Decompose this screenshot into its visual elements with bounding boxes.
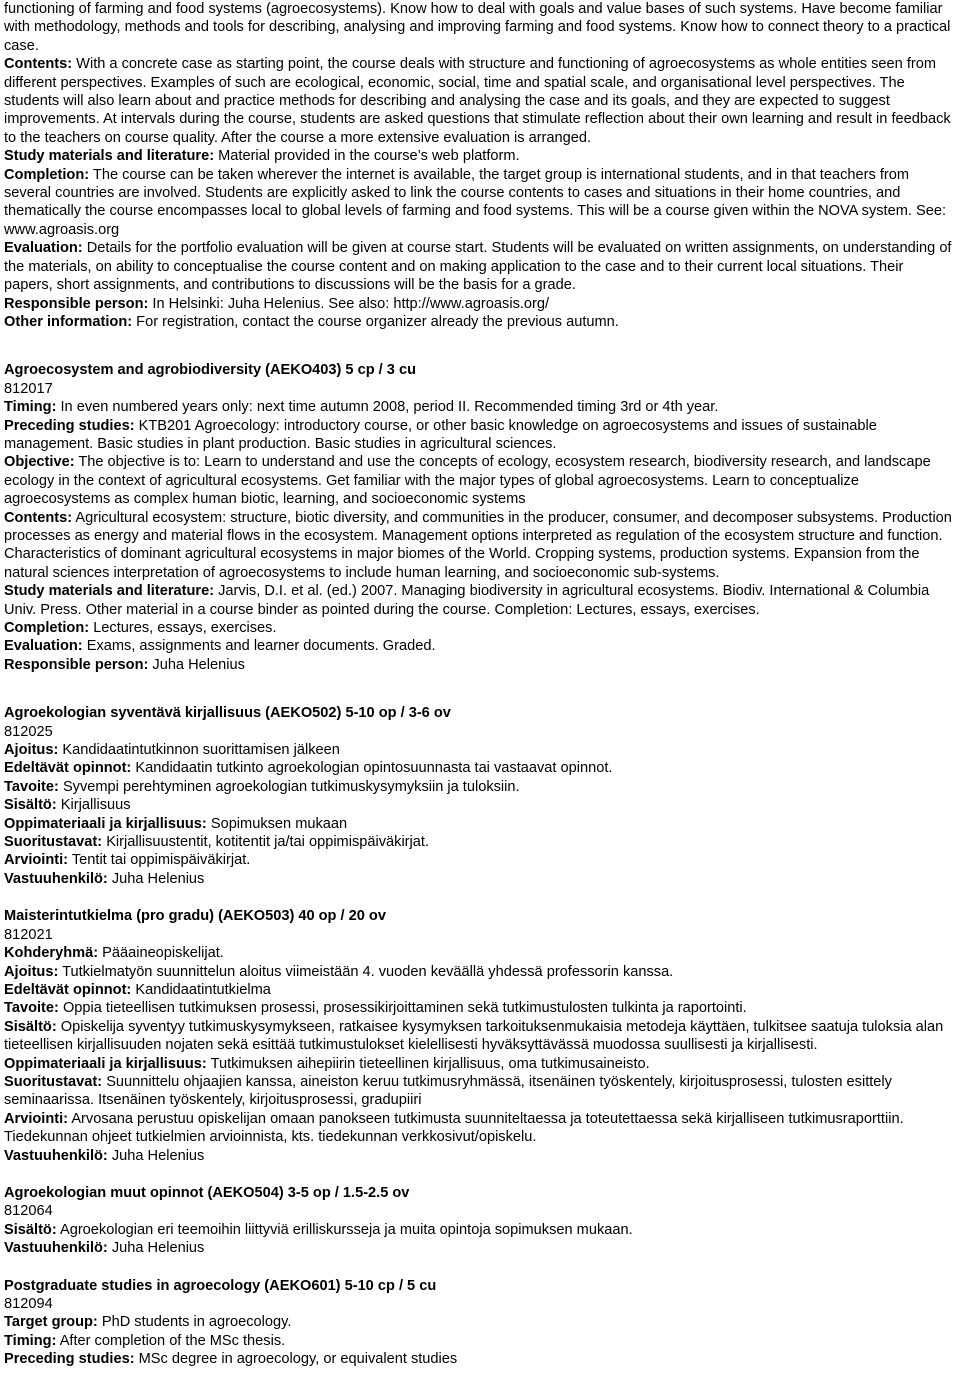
field-label: Tavoite:: [4, 1000, 59, 1017]
field-text: With a concrete case as starting point, the course deals with structure and functioning of agroecosystems as whole entities seen from different perspectives. Examples of such are ecological, economic, social, time and spatial scale, and organisational level perspectives. The students will also learn about and practice methods for describing and analysing the case and its goals, and they are expected to suggest improvements. At intervals during the course, students are asked questions that stimulate reflection about their own learning and result in feedback to the teachers on course quality. After the course a more extensive evaluation is arranged.: [4, 56, 951, 146]
course-title: Postgraduate studies in agroecology (AEKO601) 5-10 cp / 5 cu: [4, 1277, 437, 1294]
field-text: Lectures, essays, exercises.: [93, 620, 277, 636]
field-text: In Helsinki: Juha Helenius. See also: http://www.agroasis.org/: [152, 295, 550, 312]
field-label: Oppimateriaali ja kirjallisuus:: [4, 815, 207, 832]
course-section-aeko503: [4, 907, 956, 1165]
intro-section: [4, 0, 956, 331]
course-code: 812017: [4, 380, 53, 397]
course-field: [4, 582, 956, 619]
course-field: [4, 981, 956, 999]
field-label: Kohderyhmä:: [4, 945, 99, 962]
course-field: [4, 944, 956, 962]
course-field: [4, 796, 956, 814]
field-label: Contents:: [4, 509, 73, 526]
course-field: [4, 1313, 956, 1331]
field-text: Jarvis, D.I. et al. (ed.) 2007. Managing biodiversity in agricultural ecosystems. Biodiv. International & Columbia Univ. Press. Other material in a course binder as pointed during the course. Completion: Lectures, essays, exercises.: [4, 583, 930, 618]
course-field: [4, 1332, 956, 1350]
course-field: [4, 1147, 956, 1165]
field-text: Suunnittelu ohjaajien kanssa, aineiston keruu tutkimusryhmässä, itsenäinen työskentely, kirjoitusprosessi, tulosten esittely seminaarissa. Itsenäinen työskentely, kirjoitusprosessi, gradupiiri: [4, 1073, 892, 1109]
field-label: Sisältö:: [4, 1018, 57, 1035]
field-text: Exams, assignments and learner documents. Graded.: [86, 638, 436, 655]
course-field: [4, 1239, 956, 1257]
field-text: Kandidaatintutkielma: [135, 981, 271, 998]
field-text: PhD students in agroecology.: [101, 1314, 292, 1331]
field-text: After completion of the MSc thesis.: [59, 1332, 286, 1349]
course-code: 812021: [4, 926, 53, 943]
field-text: Tentit tai oppimispäiväkirjat.: [71, 852, 251, 869]
field-label: Oppimateriaali ja kirjallisuus:: [4, 1055, 207, 1072]
course-field: [4, 778, 956, 796]
field-label: Other information:: [4, 313, 133, 330]
field-label: Ajoitus:: [4, 742, 59, 759]
field-label: Contents:: [4, 56, 73, 73]
field-label: Suoritustavat:: [4, 834, 103, 851]
course-field: [4, 759, 956, 777]
field-text: Juha Helenius: [111, 870, 205, 887]
field-text: The course can be taken wherever the internet is available, the target group is international students, and in that teachers from several countries are involved. Students are explicitly asked to link the course contents to cases and situations in their home countries, and thematically the course encompasses local to global levels of farming and food systems. This will be a course given within the NOVA system. See: www.agroasis.org: [4, 166, 947, 238]
field-text: Kirjallisuus: [60, 797, 131, 814]
field-label: Evaluation:: [4, 638, 83, 655]
field-text: Kandidaatintutkinnon suorittamisen jälkeen: [62, 742, 340, 759]
field-label: Study materials and literature:: [4, 583, 215, 600]
course-field: [4, 453, 956, 508]
course-field: [4, 1350, 956, 1368]
course-code: 812064: [4, 1203, 53, 1220]
course-field: [4, 417, 956, 454]
field-text: Kandidaatin tutkinto agroekologian opintosuunnasta tai vastaavat opinnot.: [135, 760, 613, 777]
field-text: KTB201 Agroecology: introductory course, or other basic knowledge on agroecosystems and issues of sustainable management. Basic studies in plant production. Basic studies in agricultural sciences.: [4, 417, 877, 452]
field-text: Juha Helenius: [111, 1147, 205, 1164]
course-section-aeko601: [4, 1277, 956, 1369]
course-field: [4, 398, 956, 416]
course-section-aeko403: [4, 361, 956, 674]
field-text: In even numbered years only: next time autumn 2008, period II. Recommended timing 3rd or 4th year.: [60, 399, 719, 416]
course-field: [4, 1221, 956, 1239]
course-field: [4, 963, 956, 981]
field-label: Suoritustavat:: [4, 1073, 103, 1090]
field-text: Tutkimuksen aihepiirin tieteellinen kirjallisuus, oma tutkimusaineisto.: [210, 1055, 650, 1072]
course-field: [4, 509, 956, 583]
field-label: Sisältö:: [4, 1221, 57, 1238]
field-label: Arviointi:: [4, 852, 69, 869]
field-label: Vastuuhenkilö:: [4, 1240, 108, 1257]
field-text: Sopimuksen mukaan: [210, 815, 348, 832]
field-text: For registration, contact the course organizer already the previous autumn.: [136, 313, 619, 330]
field-label: Completion:: [4, 620, 90, 636]
field-study-materials: [4, 147, 956, 165]
course-field: [4, 656, 956, 674]
field-label: Completion:: [4, 166, 90, 183]
field-completion: [4, 166, 956, 240]
field-label: Timing:: [4, 1332, 57, 1349]
field-text: Juha Helenius: [111, 1240, 205, 1257]
field-responsible-person: [4, 295, 956, 313]
field-text: Oppia tieteellisen tutkimuksen prosessi, prosessikirjoittaminen sekä tutkimustulosten tulkinta ja raportointi.: [62, 1000, 747, 1017]
course-section-aeko504: [4, 1184, 956, 1258]
course-field: [4, 999, 956, 1017]
field-text: Pääaineopiskelijat.: [102, 945, 224, 962]
course-code: 812025: [4, 723, 53, 740]
course-field: [4, 1110, 956, 1147]
course-field: [4, 1073, 956, 1110]
course-title: Agroecosystem and agrobiodiversity (AEKO403) 5 cp / 3 cu: [4, 362, 416, 379]
course-field: [4, 637, 956, 655]
course-field: [4, 741, 956, 759]
field-label: Objective:: [4, 454, 75, 471]
field-text: Material provided in the course’s web platform.: [218, 148, 520, 165]
field-label: Arviointi:: [4, 1110, 69, 1127]
field-label: Edeltävät opinnot:: [4, 760, 132, 777]
field-label: Vastuuhenkilö:: [4, 1147, 108, 1164]
field-label: Timing:: [4, 399, 57, 416]
field-text: Syvempi perehtyminen agroekologian tutkimuskysymyksiin ja tuloksiin.: [62, 778, 520, 795]
field-label: Target group:: [4, 1314, 98, 1331]
field-text: Juha Helenius: [152, 656, 245, 673]
intro-lead-text: functioning of farming and food systems (agroecosystems). Know how to deal with goals and value bases of such systems. Have become familiar with methodology, methods and tools for describing, analysing and improving farming and food systems. Know how to connect theory to a practical case.: [4, 1, 951, 54]
field-label: Responsible person:: [4, 295, 149, 312]
course-title: Maisterintutkielma (pro gradu) (AEKO503) 40 op / 20 ov: [4, 908, 386, 925]
course-field: [4, 851, 956, 869]
field-label: Tavoite:: [4, 778, 59, 795]
field-label: Preceding studies:: [4, 417, 135, 434]
field-text: Agricultural ecosystem: structure, biotic diversity, and communities in the producer, consumer, and decomposer subsystems. Production processes as energy and material flows in the ecosystem. Management options interpreted as regulation of the ecosystem structure and function. Characteristics of dominant agricultural ecosystems in major biomes of the World. Cropping systems, production systems. Expansion from the natural sciences interpretation of agroecosystems to include human learning, and socioeconomic sub-systems.: [4, 509, 952, 581]
field-label: Vastuuhenkilö:: [4, 870, 108, 887]
field-text: Details for the portfolio evaluation will be given at course start. Students will be evaluated on written assignments, on understanding of the materials, on ability to conceptualise the course content and on making application to the case and to their current local situations. Their papers, short assignments, and contributions to discussions will be the basis for a grade.: [4, 240, 952, 294]
field-label: Sisältö:: [4, 797, 57, 814]
field-contents: [4, 55, 956, 147]
field-text: Arvosana perustuu opiskelijan omaan panokseen tutkimusta suunniteltaessa ja toteutettaessa sekä kirjalliseen tutkimusraporttiin. Tiedekunnan ohjeet tutkielmien arvioinnista, kts. tiedekunnan verkkosivut/opiskelu.: [4, 1110, 904, 1146]
field-text: Agroekologian eri teemoihin liittyviä erilliskursseja ja muita opintoja sopimuksen mukaan.: [59, 1221, 633, 1238]
field-text: Kirjallisuustentit, kotitentit ja/tai oppimispäiväkirjat.: [106, 834, 430, 851]
course-field: [4, 870, 956, 888]
field-text: Opiskelija syventyy tutkimuskysymykseen, ratkaisee kysymyksen tarkoituksenmukaisia metodeja käyttäen, tulkitsee saatuja tuloksia alan tieteellisen kirjallisuuden nojaten sekä esittää tutkimustulokset kielellisesti hyväksyttävässä muodossa suullisesti ja kirjallisesti.: [4, 1018, 944, 1054]
course-title: Agroekologian muut opinnot (AEKO504) 3-5 op / 1.5-2.5 ov: [4, 1184, 410, 1201]
field-label: Ajoitus:: [4, 963, 59, 980]
course-section-aeko502: [4, 704, 956, 888]
field-text: MSc degree in agroecology, or equivalent studies: [138, 1351, 458, 1368]
course-field: [4, 833, 956, 851]
course-field: [4, 619, 956, 637]
field-label: Responsible person:: [4, 656, 149, 673]
field-text: The objective is to: Learn to understand and use the concepts of ecology, ecosystem research, biodiversity research, and landscape ecology in the context of agricultural ecosystems. Get familiar with the major types of global agroecosystems. Learn to conceptualize agroecosystems as complex human biotic, learning, and socioeconomic systems: [4, 454, 931, 508]
course-field: [4, 1055, 956, 1073]
field-label: Edeltävät opinnot:: [4, 981, 132, 998]
field-label: Preceding studies:: [4, 1351, 135, 1368]
field-text: Tutkielmatyön suunnittelun aloitus viimeistään 4. vuoden keväällä yhdessä professorin kanssa.: [62, 963, 674, 980]
field-label: Study materials and literature:: [4, 148, 215, 165]
field-evaluation: [4, 239, 956, 294]
course-title: Agroekologian syventävä kirjallisuus (AEKO502) 5-10 op / 3-6 ov: [4, 705, 451, 722]
course-code: 812094: [4, 1296, 53, 1312]
course-field: [4, 815, 956, 833]
field-other-information: [4, 313, 956, 331]
field-label: Evaluation:: [4, 240, 83, 257]
course-field: [4, 1018, 956, 1055]
